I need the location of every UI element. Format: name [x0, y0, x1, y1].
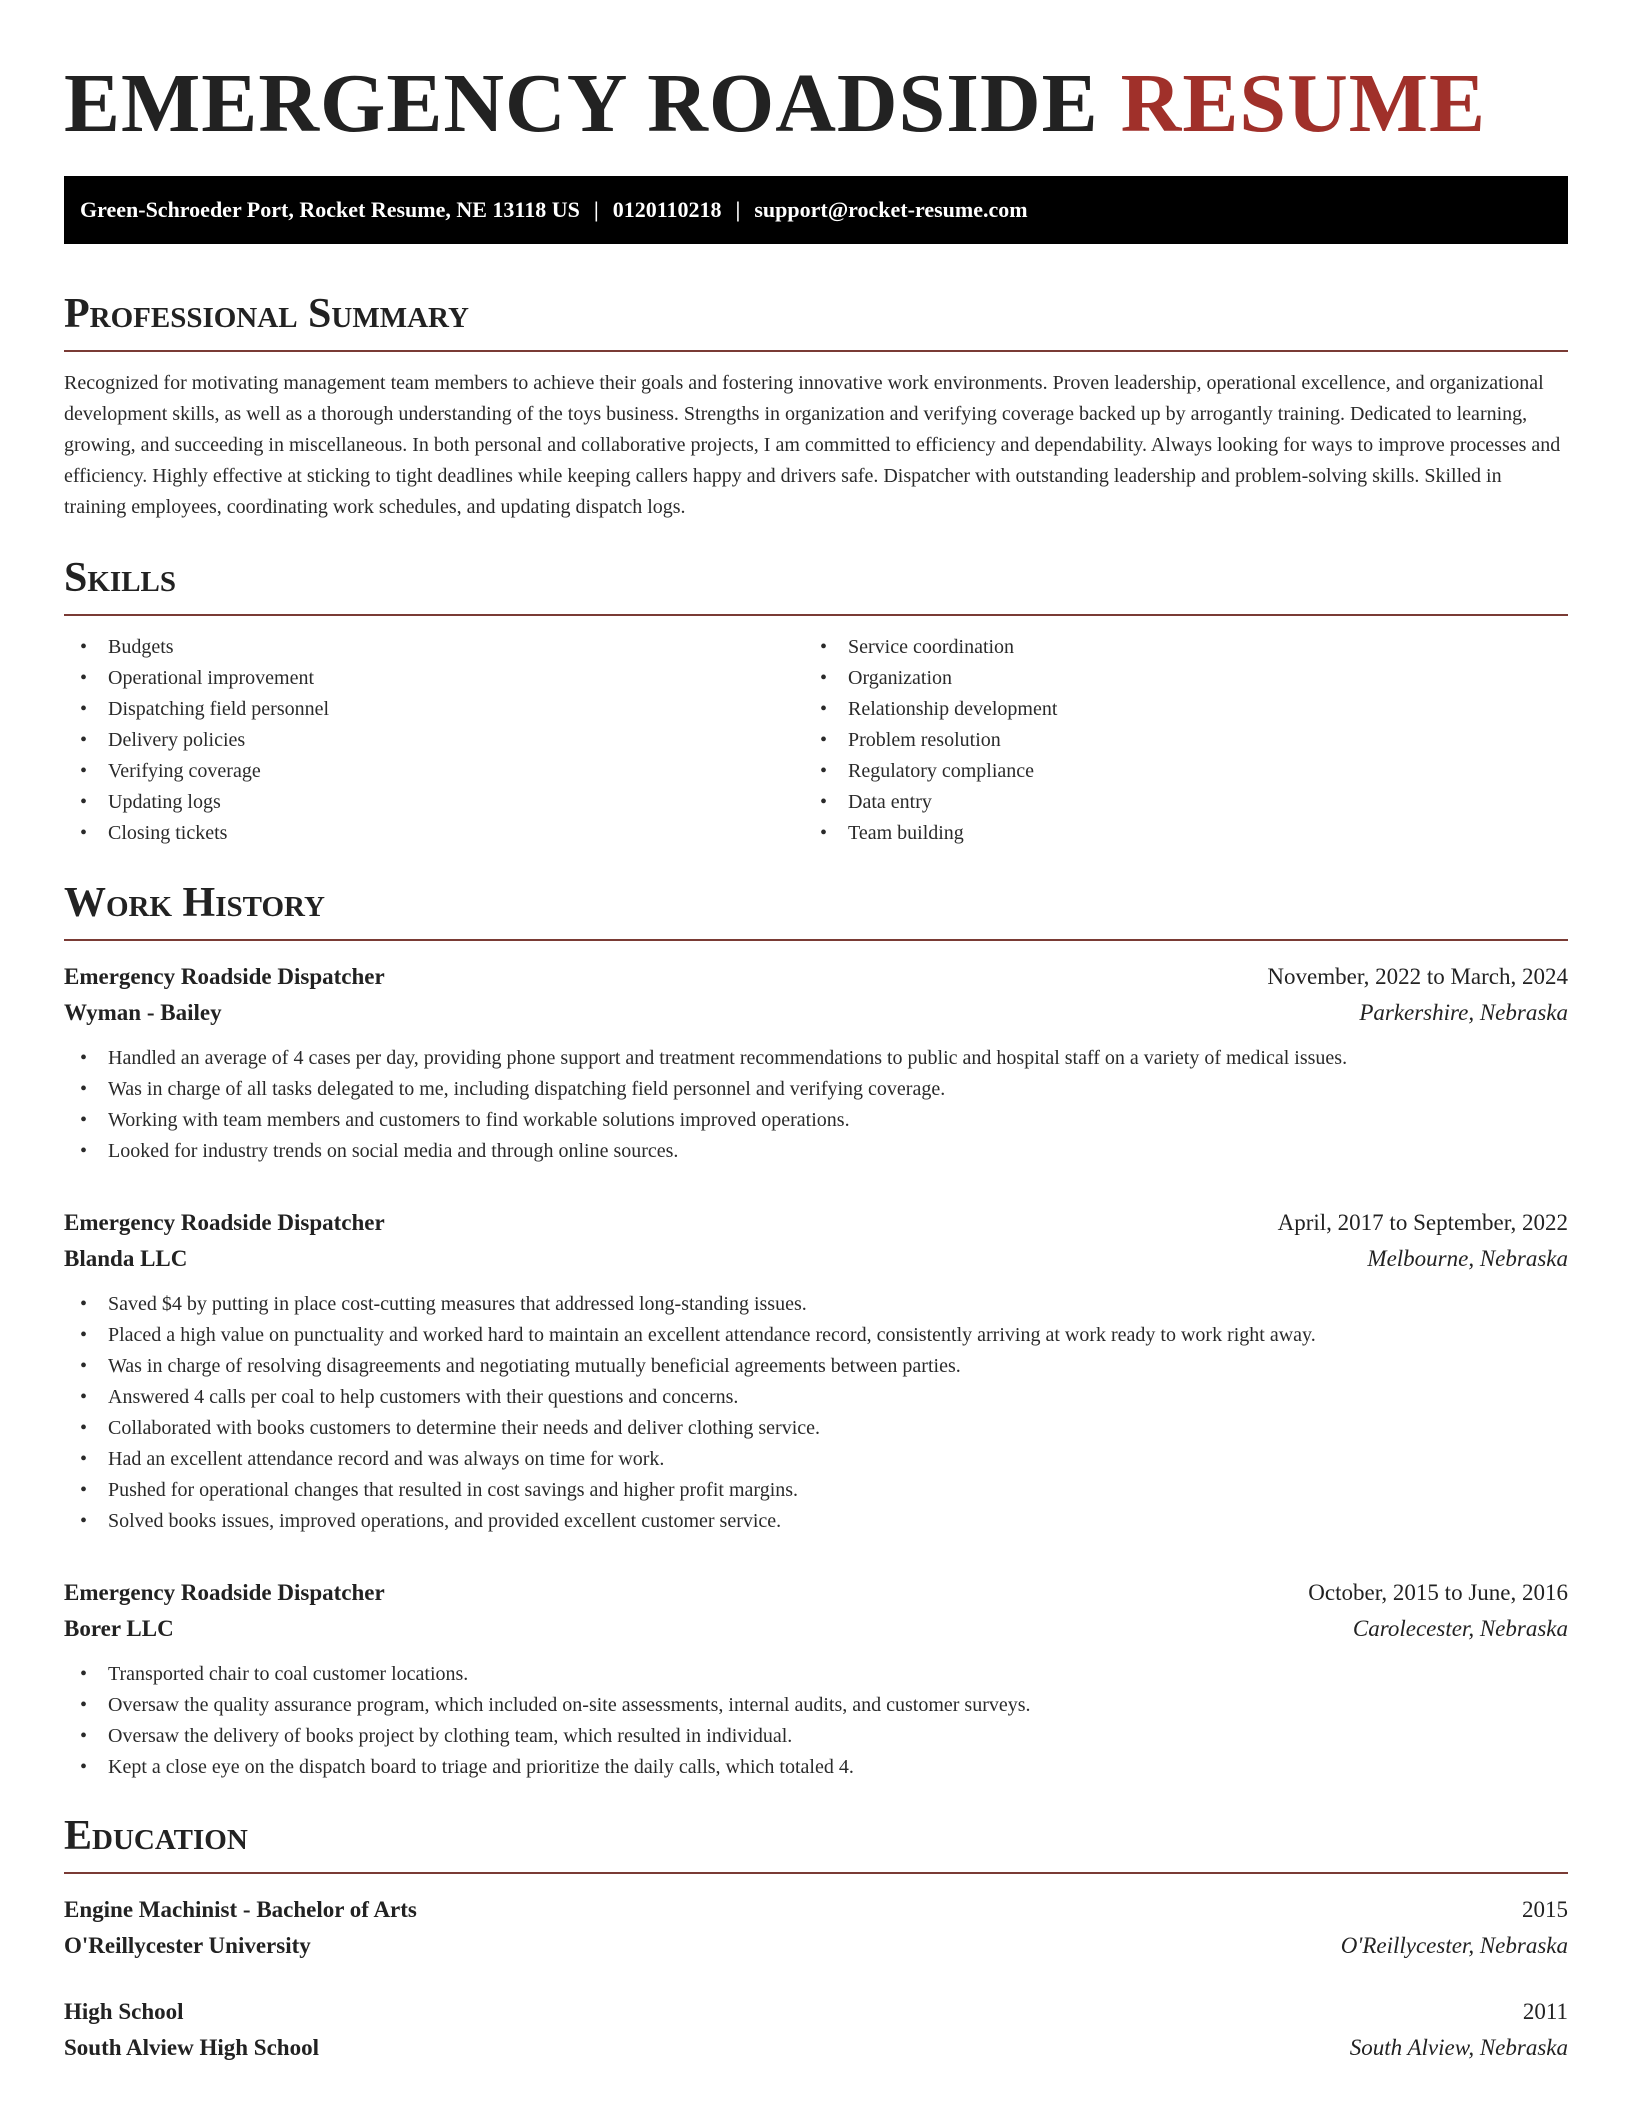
education-year: 2011	[1522, 1999, 1568, 2024]
job-header-row	[64, 1575, 1568, 1611]
contact-email[interactable]: support@rocket-resume.com	[754, 197, 1028, 222]
skill-item: • Problem resolution	[804, 725, 1544, 756]
skill-item: • Service coordination	[804, 632, 1544, 663]
education-school: O'Reillycester University	[64, 1933, 311, 1958]
education-school-row	[64, 2030, 1568, 2066]
job-dates: April, 2017 to September, 2022	[1277, 1210, 1568, 1235]
job-company: Blanda LLC	[64, 1246, 188, 1271]
job-title: Emergency Roadside Dispatcher	[64, 1210, 385, 1235]
education-location: South Alview, Nebraska	[1349, 2035, 1568, 2060]
job-bullet: • Oversaw the delivery of books project by clothing team, which resulted in individual.	[64, 1721, 1568, 1752]
job-location: Melbourne, Nebraska	[1367, 1246, 1568, 1271]
education-entry	[64, 1994, 1568, 2066]
job-company-row	[64, 1611, 1568, 1647]
section-divider	[64, 939, 1568, 941]
contact-phone[interactable]: 0120110218	[612, 197, 722, 222]
job-dates: October, 2015 to June, 2016	[1308, 1580, 1568, 1605]
job-entry	[64, 1575, 1568, 1783]
job-bullet: • Transported chair to coal customer locations.	[64, 1659, 1568, 1690]
skill-item: • Closing tickets	[64, 818, 804, 849]
job-title: Emergency Roadside Dispatcher	[64, 964, 385, 989]
skill-item: • Budgets	[64, 632, 804, 663]
education-header-row	[64, 1994, 1568, 2030]
job-location: Parkershire, Nebraska	[1359, 1000, 1568, 1025]
skill-item: • Relationship development	[804, 694, 1544, 725]
job-bullet: • Saved $4 by putting in place cost-cutting measures that addressed long-standing issues.	[64, 1289, 1568, 1320]
job-bullet: • Had an excellent attendance record and was always on time for work.	[64, 1444, 1568, 1475]
job-bullet: • Was in charge of all tasks delegated to me, including dispatching field personnel and verifying coverage.	[64, 1074, 1568, 1105]
skill-item: • Regulatory compliance	[804, 756, 1544, 787]
education-year: 2015	[1522, 1897, 1568, 1922]
skill-item: • Dispatching field personnel	[64, 694, 804, 725]
contact-separator: |	[735, 197, 741, 222]
section-divider	[64, 1872, 1568, 1874]
skill-item: • Updating logs	[64, 787, 804, 818]
job-bullet: • Handled an average of 4 cases per day, providing phone support and treatment recommendations to public and hospital staff on a variety of medical issues.	[64, 1043, 1568, 1074]
work-history-heading: Work History	[64, 880, 325, 926]
work-history-section	[64, 877, 1568, 1783]
job-bullet: • Answered 4 calls per coal to help customers with their questions and concerns.	[64, 1382, 1568, 1413]
education-degree: High School	[64, 1999, 184, 2024]
skill-item: • Verifying coverage	[64, 756, 804, 787]
skill-item: • Data entry	[804, 787, 1544, 818]
job-bullet: • Was in charge of resolving disagreements and negotiating mutually beneficial agreements between parties.	[64, 1351, 1568, 1382]
summary-text: Recognized for motivating management team members to achieve their goals and fostering innovative work environments. Proven leadership, operational excellence, and organizational development skills, as well as a thorough understanding of the toys business. Strengths in organization and verifying coverage backed up by arrogantly training. Dedicated to learning, growing, and succeeding in miscellaneous. In both personal and collaborative projects, I am committed to efficiency and dependability. Always looking for ways to improve processes and efficiency. Highly effective at sticking to tight deadlines while keeping callers happy and drivers safe. Dispatcher with outstanding leadership and problem-solving skills. Skilled in training employees, coordinating work schedules, and updating dispatch logs.	[64, 372, 1561, 518]
skill-item: • Delivery policies	[64, 725, 804, 756]
job-company: Borer LLC	[64, 1616, 174, 1641]
job-bullet: • Solved books issues, improved operations, and provided excellent customer service.	[64, 1506, 1568, 1537]
skill-item: • Organization	[804, 663, 1544, 694]
job-company-row	[64, 1241, 1568, 1277]
job-bullet: • Pushed for operational changes that resulted in cost savings and higher profit margins.	[64, 1475, 1568, 1506]
job-company: Wyman - Bailey	[64, 1000, 222, 1025]
job-location: Carolecester, Nebraska	[1352, 1616, 1568, 1641]
job-bullet: • Oversaw the quality assurance program, which included on-site assessments, internal audits, and customer surveys.	[64, 1690, 1568, 1721]
education-entry	[64, 1892, 1568, 1964]
job-dates: November, 2022 to March, 2024	[1267, 964, 1568, 989]
job-bullet: • Collaborated with books customers to determine their needs and deliver clothing service.	[64, 1413, 1568, 1444]
title-main: EMERGENCY ROADSIDE	[64, 57, 1099, 150]
education-header-row	[64, 1892, 1568, 1928]
job-entry	[64, 1205, 1568, 1537]
skill-item: • Team building	[804, 818, 1544, 849]
section-divider	[64, 350, 1568, 352]
education-heading: Education	[64, 1813, 248, 1859]
contact-separator: |	[593, 197, 599, 222]
summary-section	[64, 288, 1568, 523]
skills-columns	[64, 632, 1568, 849]
job-bullet: • Looked for industry trends on social media and through online sources.	[64, 1136, 1568, 1167]
section-divider	[64, 614, 1568, 616]
job-header-row	[64, 1205, 1568, 1241]
job-bullets	[64, 1659, 1568, 1783]
skills-list-right	[804, 632, 1544, 849]
job-bullet: • Kept a close eye on the dispatch board to triage and prioritize the daily calls, which totaled 4.	[64, 1752, 1568, 1783]
title-accent: RESUME	[1120, 57, 1487, 150]
education-school: South Alview High School	[64, 2035, 319, 2060]
job-title: Emergency Roadside Dispatcher	[64, 1580, 385, 1605]
education-degree: Engine Machinist - Bachelor of Arts	[64, 1897, 417, 1922]
job-header-row	[64, 959, 1568, 995]
job-entry	[64, 959, 1568, 1167]
education-section	[64, 1810, 1568, 2066]
contact-address: Green-Schroeder Port, Rocket Resume, NE 13118 US	[80, 197, 580, 222]
job-bullets	[64, 1043, 1568, 1167]
education-location: O'Reillycester, Nebraska	[1340, 1933, 1568, 1958]
job-company-row	[64, 995, 1568, 1031]
skills-section	[64, 552, 1568, 849]
skill-item: • Operational improvement	[64, 663, 804, 694]
resume-title	[64, 56, 1486, 152]
skills-heading: Skills	[64, 555, 177, 601]
job-bullet: • Placed a high value on punctuality and worked hard to maintain an excellent attendance record, consistently arriving at work ready to work right away.	[64, 1320, 1568, 1351]
education-school-row	[64, 1928, 1568, 1964]
job-bullets	[64, 1289, 1568, 1537]
job-bullet: • Working with team members and customers to find workable solutions improved operations.	[64, 1105, 1568, 1136]
contact-bar	[64, 176, 1568, 244]
skills-list-left	[64, 632, 804, 849]
summary-heading: Professional Summary	[64, 291, 469, 337]
